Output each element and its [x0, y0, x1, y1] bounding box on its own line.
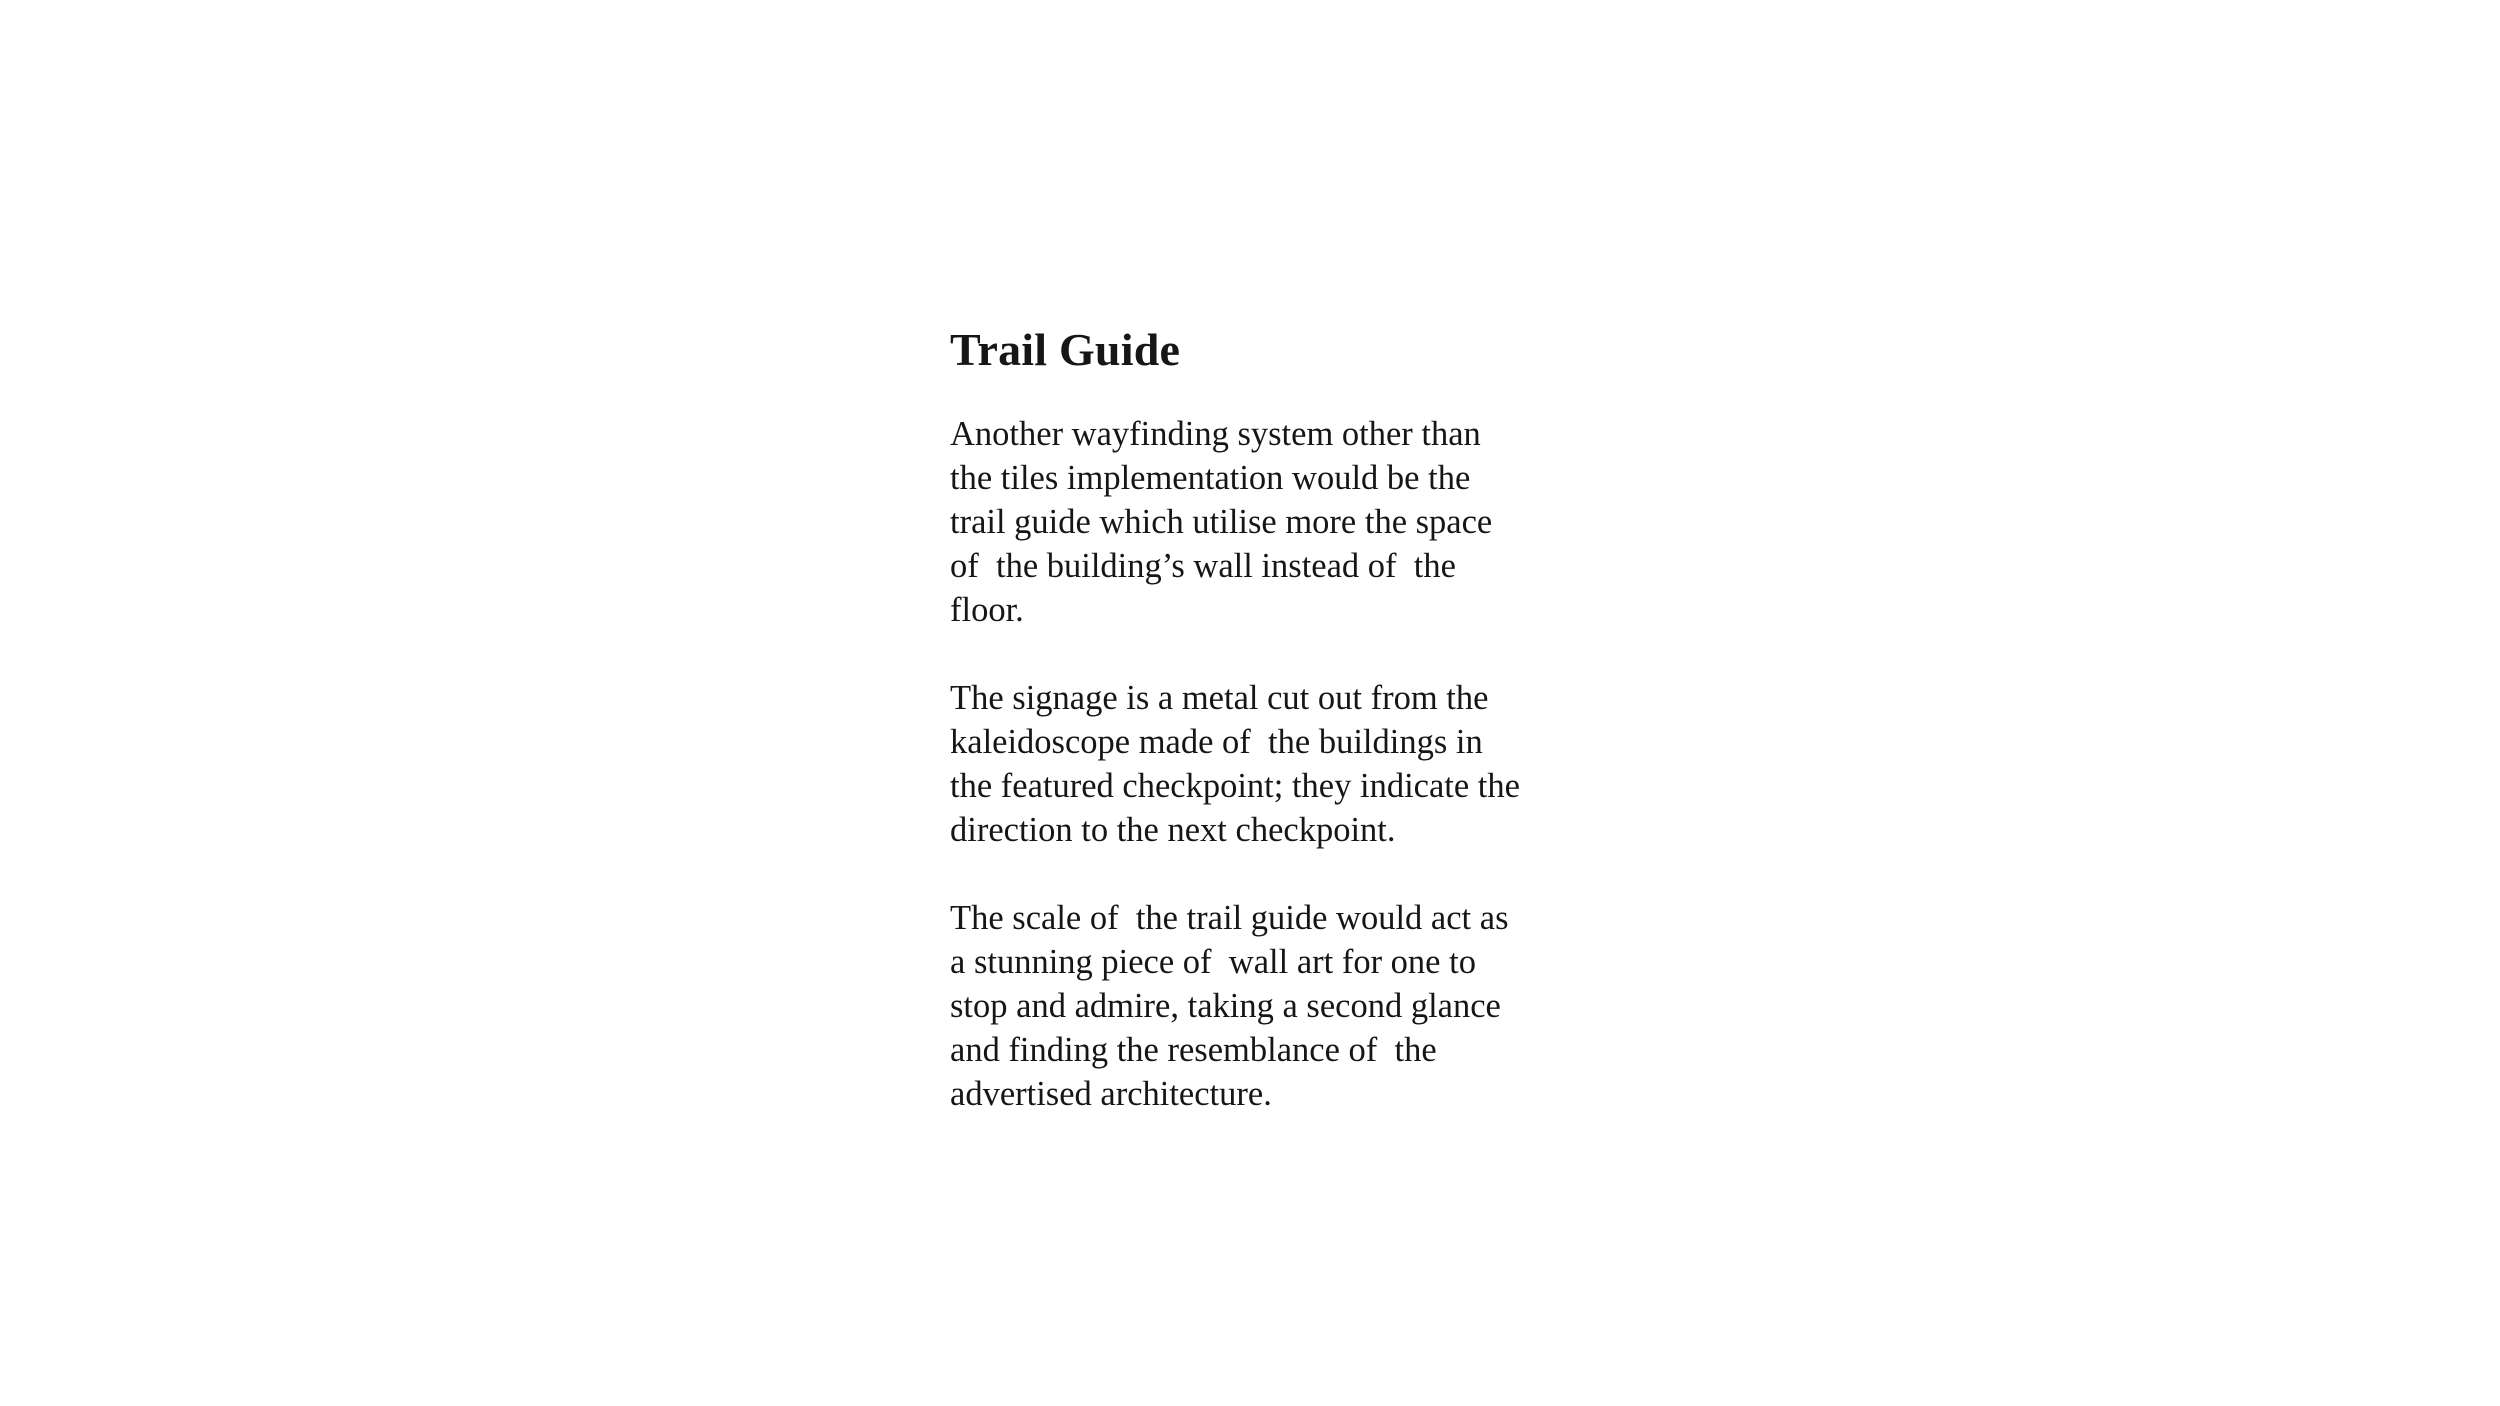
- paragraph-line: floor.: [950, 591, 1024, 629]
- paragraph-line: stop and admire, taking a second glance: [950, 987, 1501, 1025]
- paragraph-line: Another wayfinding system other than: [950, 415, 1481, 453]
- paragraph-line: of the building’s wall instead of the: [950, 547, 1456, 585]
- paragraph-1: [950, 412, 1650, 632]
- paragraph-2: [950, 676, 1650, 852]
- paragraph-line: the featured checkpoint; they indicate the: [950, 767, 1520, 805]
- paragraph-3: [950, 896, 1650, 1116]
- paragraph-line: The signage is a metal cut out from the: [950, 679, 1489, 717]
- paragraph-line: a stunning piece of wall art for one to: [950, 943, 1476, 981]
- paragraph-line: direction to the next checkpoint.: [950, 811, 1396, 849]
- paragraph-line: the tiles implementation would be the: [950, 459, 1471, 497]
- text-block: [950, 322, 1650, 1160]
- paragraph-line: trail guide which utilise more the space: [950, 503, 1493, 541]
- paragraph-line: kaleidoscope made of the buildings in: [950, 723, 1483, 761]
- paragraph-line: and finding the resemblance of the: [950, 1031, 1437, 1069]
- paragraph-line: advertised architecture.: [950, 1075, 1272, 1113]
- paragraph-line: The scale of the trail guide would act as: [950, 899, 1509, 937]
- page-title: Trail Guide: [950, 324, 1181, 375]
